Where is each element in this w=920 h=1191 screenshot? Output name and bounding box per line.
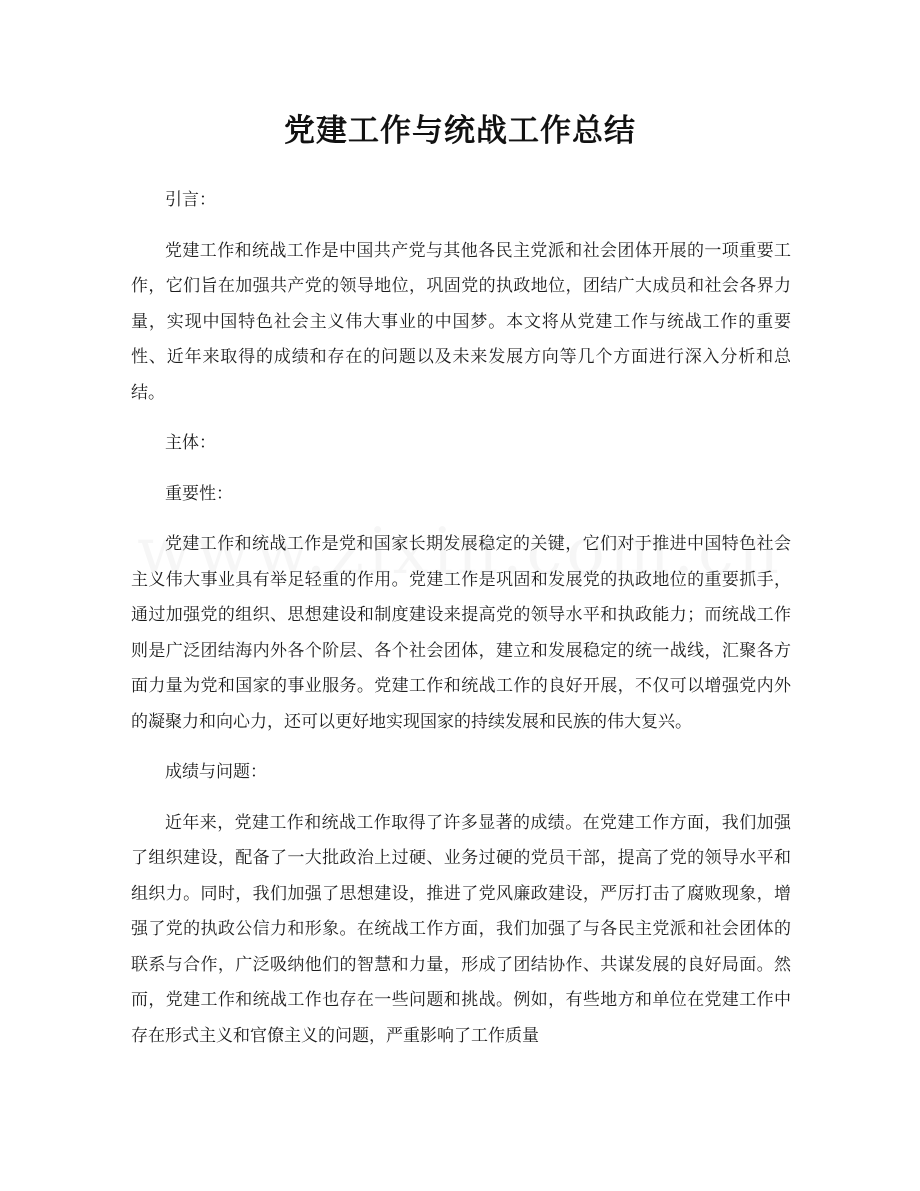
document-title: 党建工作与统战工作总结 (284, 113, 636, 149)
paragraph-achievements-problems: 近年来，党建工作和统战工作取得了许多显著的成绩。在党建工作方面，我们加强了组织建设，配备了一大批政治上过硬、业务过硬的党员干部，提高了党的领导水平和组织力。同时，我们加强了思想建设，推进了党风廉政建设，严厉打击了腐败现象，增强了党的执政公信力和形象。在统战工作方面，我们加强了与各民主党派和社会团体的联系与合作，广泛吸纳他们的智慧和力量，形成了团结协作、共谋发展的良好局面。然而，党建工作和统战工作也存在一些问题和挑战。例如，有些地方和单位在党建工作中存在形式主义和官僚主义的问题，严重影响了工作质量 (131, 812, 791, 1046)
heading-importance: 重要性： (165, 483, 233, 504)
heading-achievements-problems: 成绩与问题： (165, 762, 267, 782)
heading-main-body: 主体： (165, 433, 216, 453)
paragraph-introduction: 党建工作和统战工作是中国共产党与其他各民主党派和社会团体开展的一项重要工作，它们旨在加强共产党的领导地位，巩固党的执政地位，团结广大成员和社会各界力量，实现中国特色社会主义伟大事业的中国梦。本文将从党建工作与统战工作的重要性、近年来取得的成绩和存在的问题以及未来发展方向等几个方面进行深入分析和总结。 (131, 240, 791, 403)
heading-introduction: 引言： (165, 190, 216, 210)
document-body (131, 183, 791, 1069)
paragraph-importance: 党建工作和统战工作是党和国家长期发展稳定的关键，它们对于推进中国特色社会主义伟大事业具有举足轻重的作用。党建工作是巩固和发展党的执政地位的重要抓手，通过加强党的组织、思想建设和制度建设来提高党的领导水平和执政能力；而统战工作则是广泛团结海内外各个阶层、各个社会团体，建立和发展稳定的统一战线，汇聚各方面力量为党和国家的事业服务。党建工作和统战工作的良好开展，不仅可以增强党内外的凝聚力和向心力，还可以更好地实现国家的持续发展和民族的伟大复兴。 (131, 534, 791, 732)
